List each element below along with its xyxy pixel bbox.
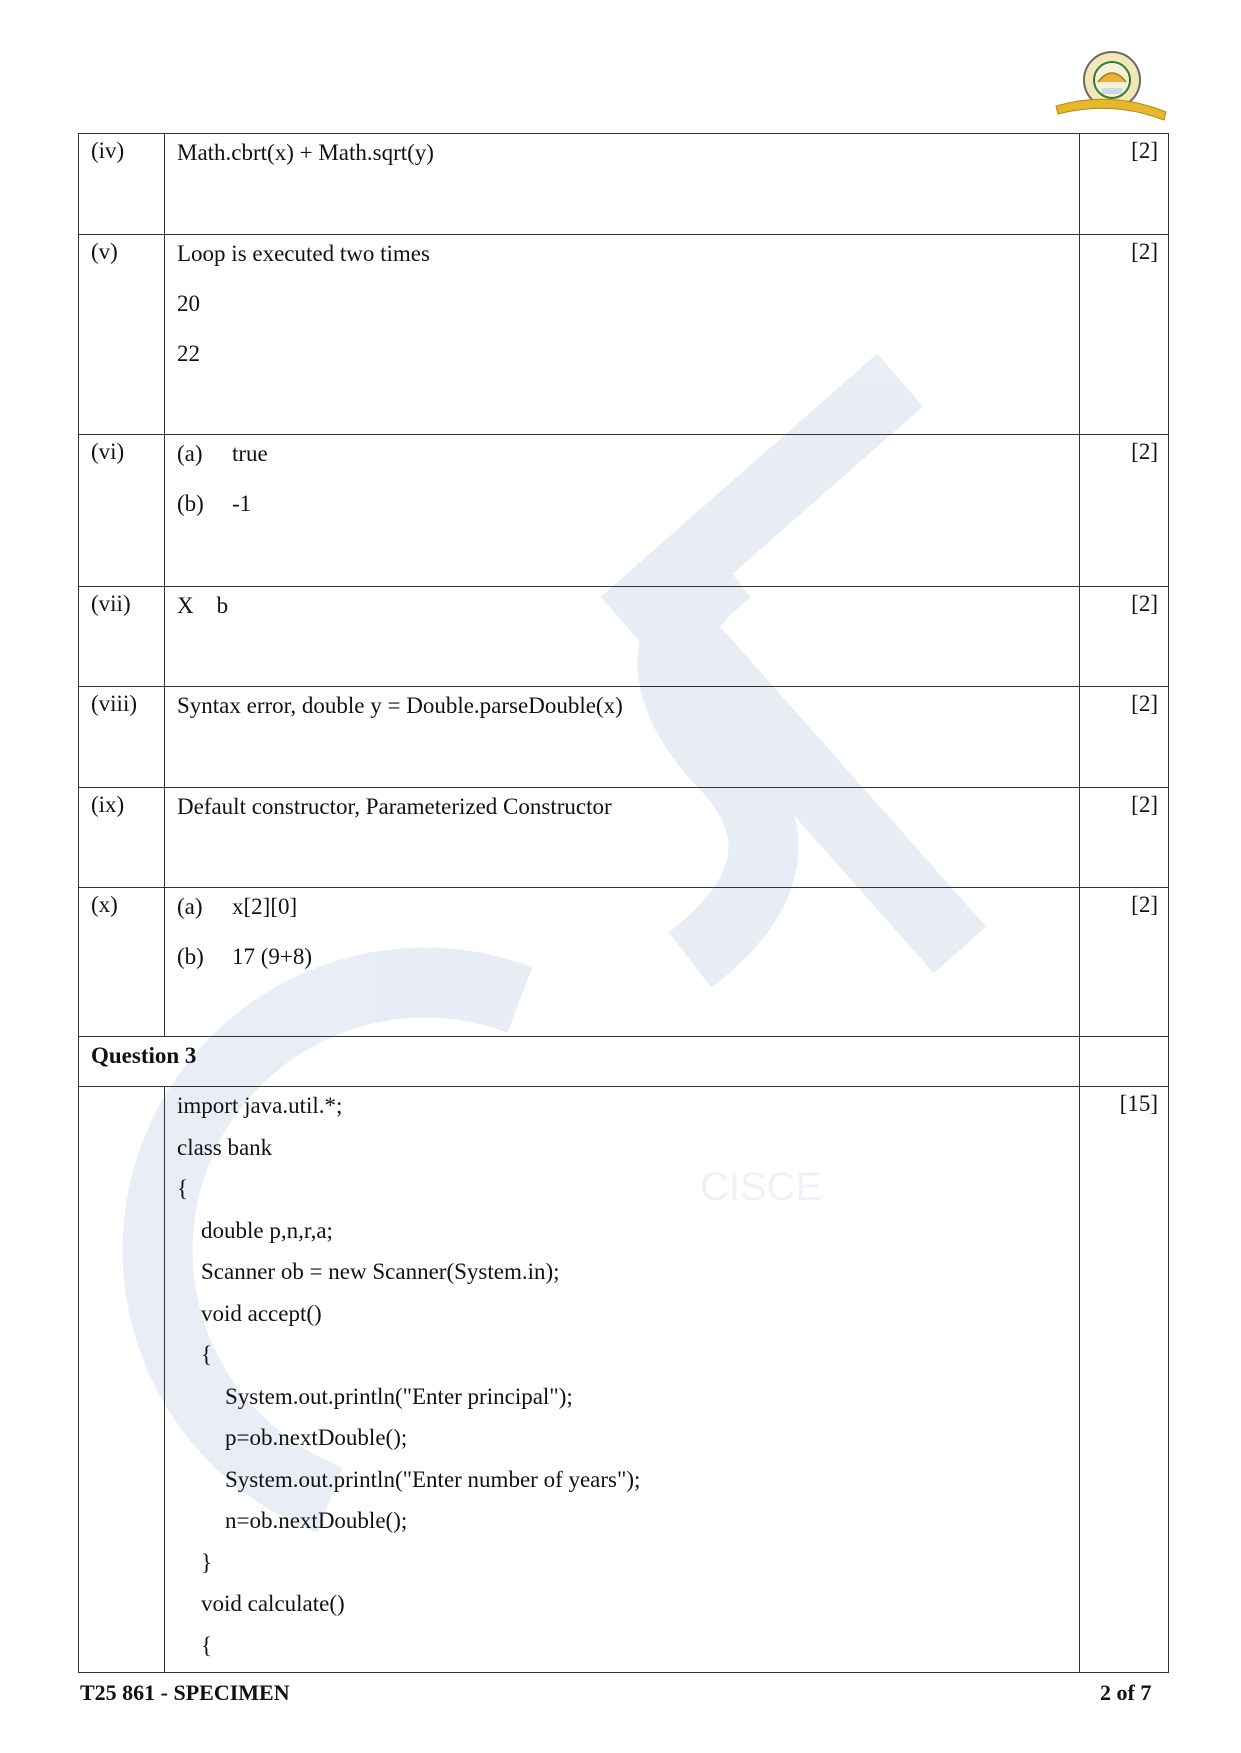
code-line: import java.util.*;	[177, 1093, 343, 1118]
question-number: (iv)	[79, 134, 165, 235]
code-line: {	[177, 1176, 189, 1201]
code-line: System.out.println("Enter principal");	[225, 1383, 573, 1409]
answer-text	[165, 235, 1080, 435]
sub-answer: true	[232, 441, 268, 466]
answer-text	[165, 888, 1080, 1037]
code-line: Scanner ob = new Scanner(System.in);	[201, 1259, 560, 1284]
answer-text	[165, 687, 1080, 788]
sub-label: (b)	[177, 491, 204, 516]
answer-line: Syntax error, double y = Double.parseDouble(x)	[177, 693, 623, 718]
code-line: void accept()	[201, 1300, 322, 1326]
answer-line: Default constructor, Parameterized Constructor	[177, 794, 612, 819]
code-block	[165, 1087, 1080, 1673]
question-number: (viii)	[79, 687, 165, 788]
question-3-code-row	[79, 1087, 1169, 1673]
sub-label: (a)	[177, 441, 203, 466]
answer-row-viii	[79, 687, 1169, 788]
marks: [2]	[1080, 134, 1169, 235]
code-line: }	[201, 1549, 213, 1575]
marks-empty	[1080, 1037, 1169, 1087]
code-line: {	[201, 1342, 213, 1367]
marks: [2]	[1080, 687, 1169, 788]
answer-row-x	[79, 888, 1169, 1037]
sub-label: (a)	[177, 894, 203, 919]
question-number: (vi)	[79, 435, 165, 587]
marks: [2]	[1080, 435, 1169, 587]
marks: [15]	[1080, 1087, 1169, 1673]
marks: [2]	[1080, 788, 1169, 888]
answer-line	[177, 439, 1069, 489]
marks: [2]	[1080, 235, 1169, 435]
marks: [2]	[1080, 888, 1169, 1037]
sub-answer: x[2][0]	[232, 894, 298, 919]
answer-row-vi	[79, 435, 1169, 587]
answer-line	[177, 942, 1069, 992]
answer-line: Math.cbrt(x) + Math.sqrt(y)	[177, 140, 434, 165]
sub-answer: 17 (9+8)	[232, 944, 313, 969]
answer-line: 20	[177, 291, 200, 316]
question-number-empty	[79, 1087, 165, 1673]
cisce-logo	[1052, 50, 1170, 122]
marks: [2]	[1080, 587, 1169, 687]
answer-line	[177, 892, 1069, 942]
sub-label: (b)	[177, 944, 204, 969]
page-number: 2 of 7	[1100, 1680, 1152, 1705]
answer-line: Loop is executed two times	[177, 241, 430, 266]
answer-line	[177, 489, 1069, 539]
answer-row-vii	[79, 587, 1169, 687]
answer-text	[165, 134, 1080, 235]
question-number: (x)	[79, 888, 165, 1037]
code-line: p=ob.nextDouble();	[225, 1425, 408, 1450]
paper-code: T25 861 - SPECIMEN	[80, 1680, 290, 1705]
code-line: class bank	[177, 1134, 273, 1160]
question-number: (v)	[79, 235, 165, 435]
svg-text:CISCE: CISCE	[700, 1165, 823, 1209]
answer-table	[78, 133, 1169, 1673]
answer-text	[165, 788, 1080, 888]
code-line: System.out.println("Enter number of years");	[225, 1466, 641, 1492]
answer-line: 22	[177, 341, 200, 366]
answer-row-ix	[79, 788, 1169, 888]
code-line: double p,n,r,a;	[201, 1217, 333, 1243]
answer-text	[165, 435, 1080, 587]
question-number: (vii)	[79, 587, 165, 687]
code-line: {	[201, 1632, 213, 1658]
code-line: n=ob.nextDouble();	[225, 1508, 408, 1533]
answer-text	[165, 587, 1080, 687]
question-number: (ix)	[79, 788, 165, 888]
question-3-heading-row	[79, 1037, 1169, 1087]
answer-line: X b	[177, 593, 229, 618]
question-heading: Question 3	[79, 1037, 1080, 1087]
code-line: void calculate()	[201, 1591, 345, 1616]
answer-row-v	[79, 235, 1169, 435]
answer-row-iv	[79, 134, 1169, 235]
sub-answer: -1	[232, 491, 252, 516]
